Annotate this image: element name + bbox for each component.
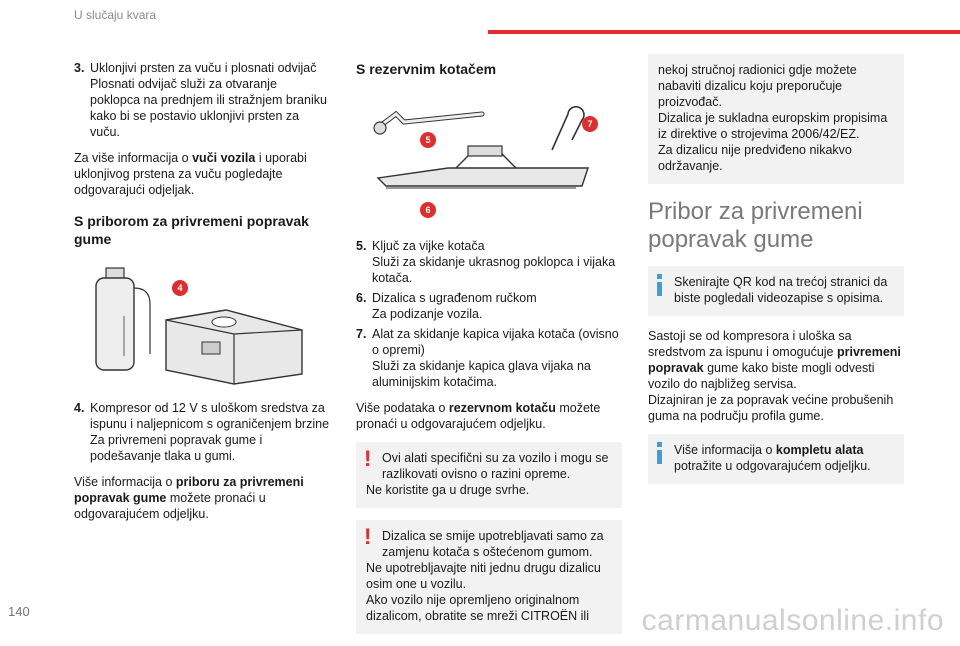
svg-text:4: 4 xyxy=(177,283,183,293)
item-desc: Služi za skidanje ukrasnog poklopca i vijaka kotača. xyxy=(372,255,616,285)
header-accent-bar xyxy=(488,30,960,34)
paragraph-kit-description: Sastoji se od kompresora i uloška sa sredstvom za ispunu i omogućuje privremeni popravak gume kako biste mogli odvesti vozilo do najbližeg servisa. Dizajniran je za popravak većine probušenih guma na području profila gume. xyxy=(648,329,901,423)
info-text: Skenirajte QR kod na trećoj stranici da biste pogledali videozapise s opisima. xyxy=(674,275,888,305)
column-2 xyxy=(356,60,622,646)
warning-icon: ! xyxy=(364,446,372,471)
item-desc: Plosnati odvijač služi za otvaranje poklopca na prednjem ili stražnjem braniku kako bi se postavio uklonjivi prsten za vuču. xyxy=(90,77,327,139)
callout-7 xyxy=(582,116,598,132)
warning-text: Za dizalicu nije predviđeno nikakvo održavanje. xyxy=(658,143,852,173)
item-title: Alat za skidanje kapica vijaka kotača (ovisno o opremi) xyxy=(372,327,619,357)
item-title: Kompresor od 12 V s uloškom sredstva za ispunu i naljepnicom s ograničenjem brzine xyxy=(90,401,330,431)
paragraph-repair-kit: Više informacija o priboru za privremeni popravak gume možete pronaći u odgovarajućem odjeljku. xyxy=(74,475,304,521)
callout-6 xyxy=(420,202,436,218)
warning-icon: ! xyxy=(364,524,372,549)
item-desc: Služi za skidanje kapica glava vijaka na aluminijskim kotačima. xyxy=(372,359,591,389)
warning-text: Dizalica je sukladna europskim propisima iz direktive o strojevima 2006/42/EZ. xyxy=(658,111,888,141)
info-text: Više informacija o kompletu alata potražite u odgovarajućem odjeljku. xyxy=(674,443,871,473)
item-number: 6. xyxy=(356,291,367,305)
warning-text: Dizalica se smije upotrebljavati samo za zamjenu kotača s oštećenom gumom. xyxy=(382,529,604,559)
item-desc: Za privremeni popravak gume i podešavanje tlaka u gumi. xyxy=(90,433,263,463)
item-number: 4. xyxy=(74,401,85,415)
callout-4 xyxy=(172,280,188,296)
warning-text: Ovi alati specifični su za vozilo i mogu se razlikovati ovisno o razini opreme. xyxy=(382,451,609,481)
column-3 xyxy=(648,54,904,496)
list-item-7 xyxy=(356,326,622,390)
warning-box-tools xyxy=(356,442,622,508)
item-title: Ključ za vijke kotača xyxy=(372,239,485,253)
info-box-qr xyxy=(648,266,904,316)
list-item-3 xyxy=(74,60,330,140)
info-icon xyxy=(657,274,662,296)
info-icon xyxy=(657,442,662,464)
svg-text:5: 5 xyxy=(425,135,431,145)
item-desc: Za podizanje vozila. xyxy=(372,307,483,321)
paragraph-towing: Za više informacija o vuči vozila i uporabi uklonjivog prstena za vuču pogledajte odgovarajući odjeljak. xyxy=(74,151,307,197)
compressor-figure xyxy=(74,256,330,390)
item-title: Dizalica s ugrađenom ručkom xyxy=(372,291,537,305)
warning-text: Ne upotrebljavajte niti jednu drugu dizalicu osim one u vozilu. xyxy=(366,561,601,591)
item-number: 3. xyxy=(74,61,85,75)
section-heading: S priborom za privremeni popravak gume xyxy=(74,213,309,247)
watermark: carmanualsonline.info xyxy=(641,604,944,637)
page-number: 140 xyxy=(8,604,30,619)
running-header: U slučaju kvara xyxy=(74,8,157,22)
warning-box-continued xyxy=(648,54,904,184)
list-item-4 xyxy=(74,400,330,464)
list-item-6 xyxy=(356,290,622,322)
paragraph-spare-wheel: Više podataka o rezervnom kotaču možete pronaći u odgovarajućem odjeljku. xyxy=(356,401,601,431)
warning-box-jack xyxy=(356,520,622,634)
spare-wheel-tools-figure xyxy=(356,86,622,228)
column-1 xyxy=(74,60,330,532)
warning-text: Ako vozilo nije opremljeno originalnom dizalicom, obratite se mreži CITROËN ili xyxy=(366,593,589,623)
item-number: 7. xyxy=(356,327,367,341)
warning-text: nekoj stručnoj radionici gdje možete nabaviti dizalicu koju preporučuje proizvođač. xyxy=(658,63,857,109)
callout-5 xyxy=(420,132,436,148)
list-item-5 xyxy=(356,238,622,286)
item-title: Uklonjivi prsten za vuču i plosnati odvijač xyxy=(90,61,317,75)
section-heading-large: Pribor za privremeni popravak gume xyxy=(648,198,863,253)
svg-text:7: 7 xyxy=(587,119,593,129)
item-number: 5. xyxy=(356,239,367,253)
section-heading: S rezervnim kotačem xyxy=(356,61,497,77)
info-box-tool-kit xyxy=(648,434,904,484)
svg-text:6: 6 xyxy=(425,205,431,215)
warning-text: Ne koristite ga u druge svrhe. xyxy=(366,483,530,497)
